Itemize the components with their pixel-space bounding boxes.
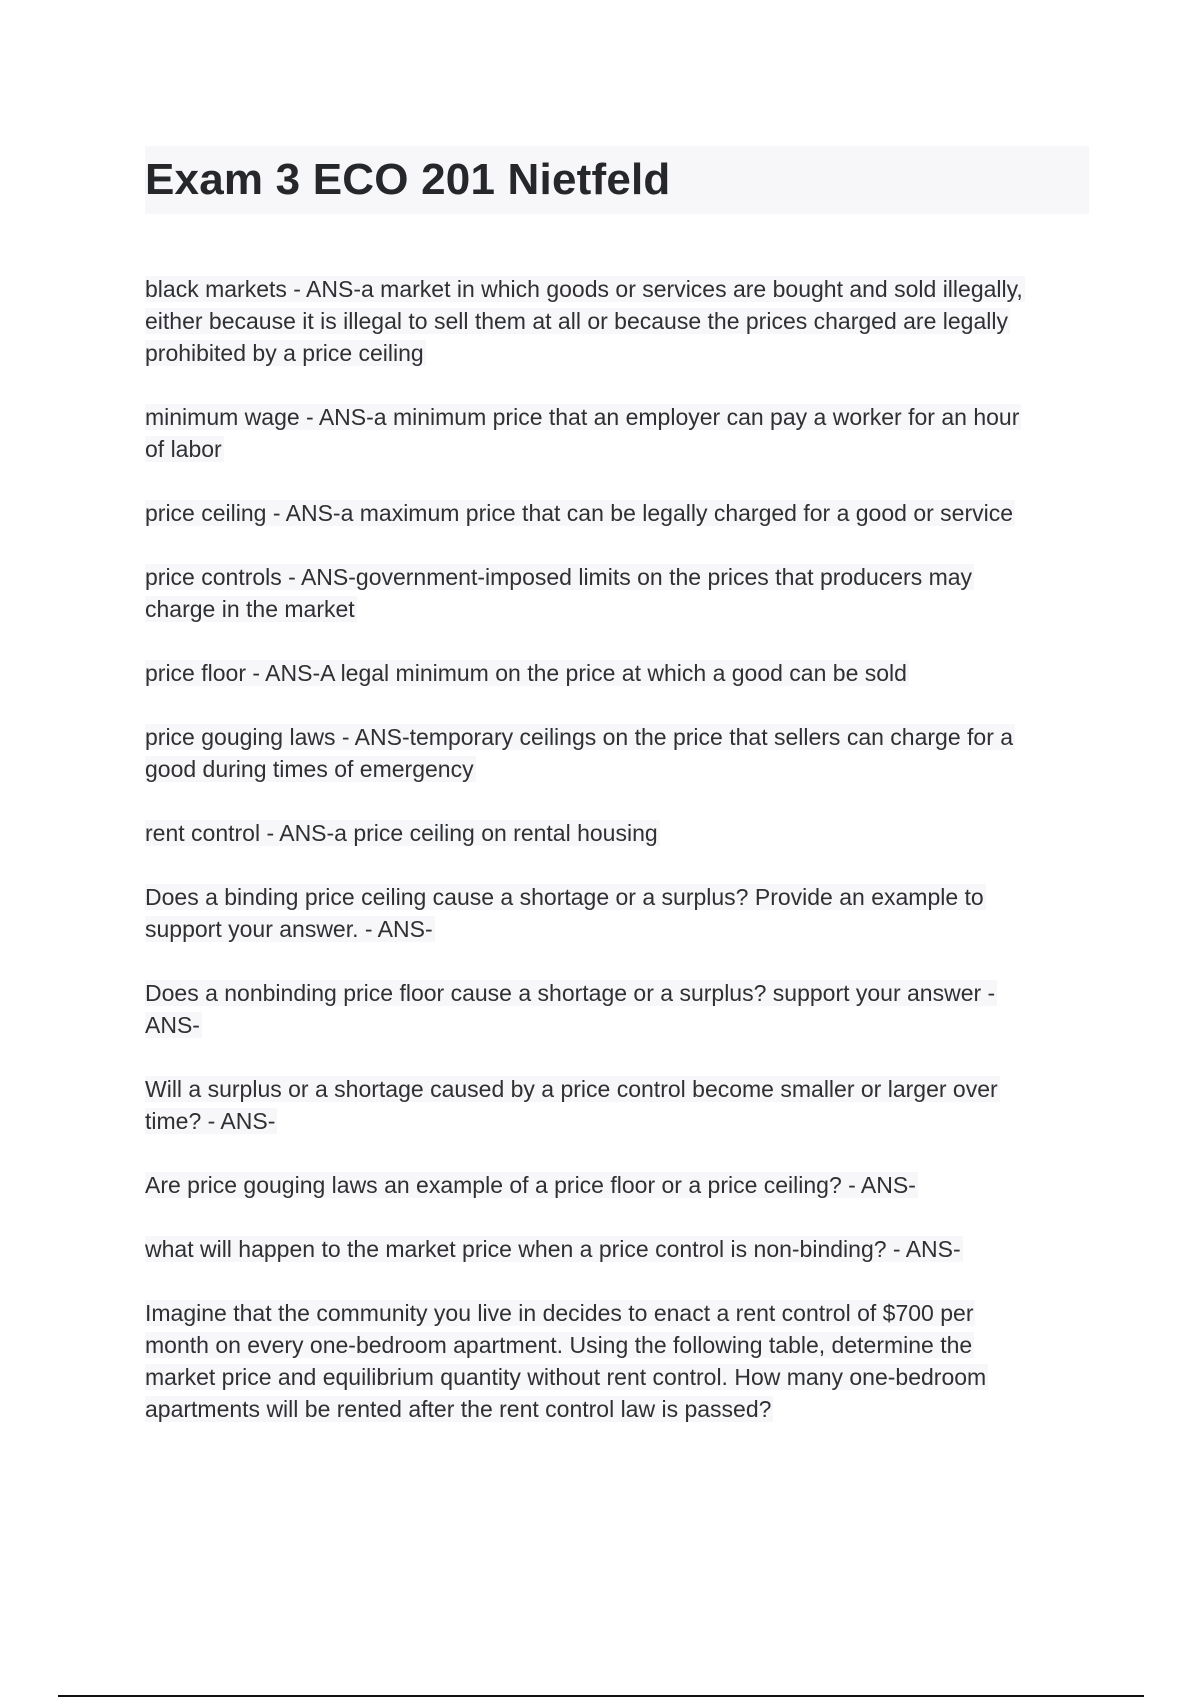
list-item bbox=[145, 721, 1090, 785]
flashcard-list bbox=[145, 273, 1090, 1457]
entry-text-line: time? - ANS- bbox=[145, 1108, 276, 1134]
entry-text-line: price gouging laws - ANS-temporary ceilings on the price that sellers can charge for a bbox=[145, 724, 1014, 750]
list-item bbox=[145, 817, 1090, 849]
list-item bbox=[145, 881, 1090, 945]
entry-text-line: charge in the market bbox=[145, 596, 355, 622]
entry-text-line: either because it is illegal to sell them at all or because the prices charged are legally bbox=[145, 308, 1008, 334]
entry-text-line: Imagine that the community you live in decides to enact a rent control of $700 per bbox=[145, 1300, 974, 1326]
entry-text-line: Does a binding price ceiling cause a shortage or a surplus? Provide an example to bbox=[145, 884, 984, 910]
entry-text-line: support your answer. - ANS- bbox=[145, 916, 433, 942]
entry-text-line: Does a nonbinding price floor cause a shortage or a surplus? support your answer - bbox=[145, 980, 996, 1006]
entry-text-line: price controls - ANS-government-imposed limits on the prices that producers may bbox=[145, 564, 973, 590]
footer-divider bbox=[58, 1695, 1144, 1697]
list-item bbox=[145, 273, 1090, 369]
entry-text-line: price ceiling - ANS-a maximum price that can be legally charged for a good or service bbox=[145, 500, 1014, 526]
list-item bbox=[145, 561, 1090, 625]
list-item bbox=[145, 497, 1090, 529]
entry-text-line: of labor bbox=[145, 436, 222, 462]
list-item bbox=[145, 1297, 1090, 1425]
entry-text-line: minimum wage - ANS-a minimum price that an employer can pay a worker for an hour bbox=[145, 404, 1020, 430]
entry-text-line: price floor - ANS-A legal minimum on the price at which a good can be sold bbox=[145, 660, 907, 686]
list-item bbox=[145, 1169, 1090, 1201]
title-band bbox=[145, 146, 1089, 214]
entry-text-line: apartments will be rented after the rent control law is passed? bbox=[145, 1396, 772, 1422]
entry-text-line: Are price gouging laws an example of a price floor or a price ceiling? - ANS- bbox=[145, 1172, 916, 1198]
list-item bbox=[145, 1073, 1090, 1137]
list-item bbox=[145, 401, 1090, 465]
entry-text-line: ANS- bbox=[145, 1012, 200, 1038]
page-title: Exam 3 ECO 201 Nietfeld bbox=[145, 155, 671, 204]
list-item bbox=[145, 977, 1090, 1041]
entry-text-line: prohibited by a price ceiling bbox=[145, 340, 424, 366]
entry-text-line: market price and equilibrium quantity without rent control. How many one-bedroom bbox=[145, 1364, 987, 1390]
entry-text-line: good during times of emergency bbox=[145, 756, 474, 782]
entry-text-line: month on every one-bedroom apartment. Using the following table, determine the bbox=[145, 1332, 973, 1358]
entry-text-line: black markets - ANS-a market in which goods or services are bought and sold illegally, bbox=[145, 276, 1023, 302]
list-item bbox=[145, 657, 1090, 689]
entry-text-line: what will happen to the market price when a price control is non-binding? - ANS- bbox=[145, 1236, 961, 1262]
entry-text-line: Will a surplus or a shortage caused by a price control become smaller or larger over bbox=[145, 1076, 998, 1102]
entry-text-line: rent control - ANS-a price ceiling on rental housing bbox=[145, 820, 658, 846]
list-item bbox=[145, 1233, 1090, 1265]
